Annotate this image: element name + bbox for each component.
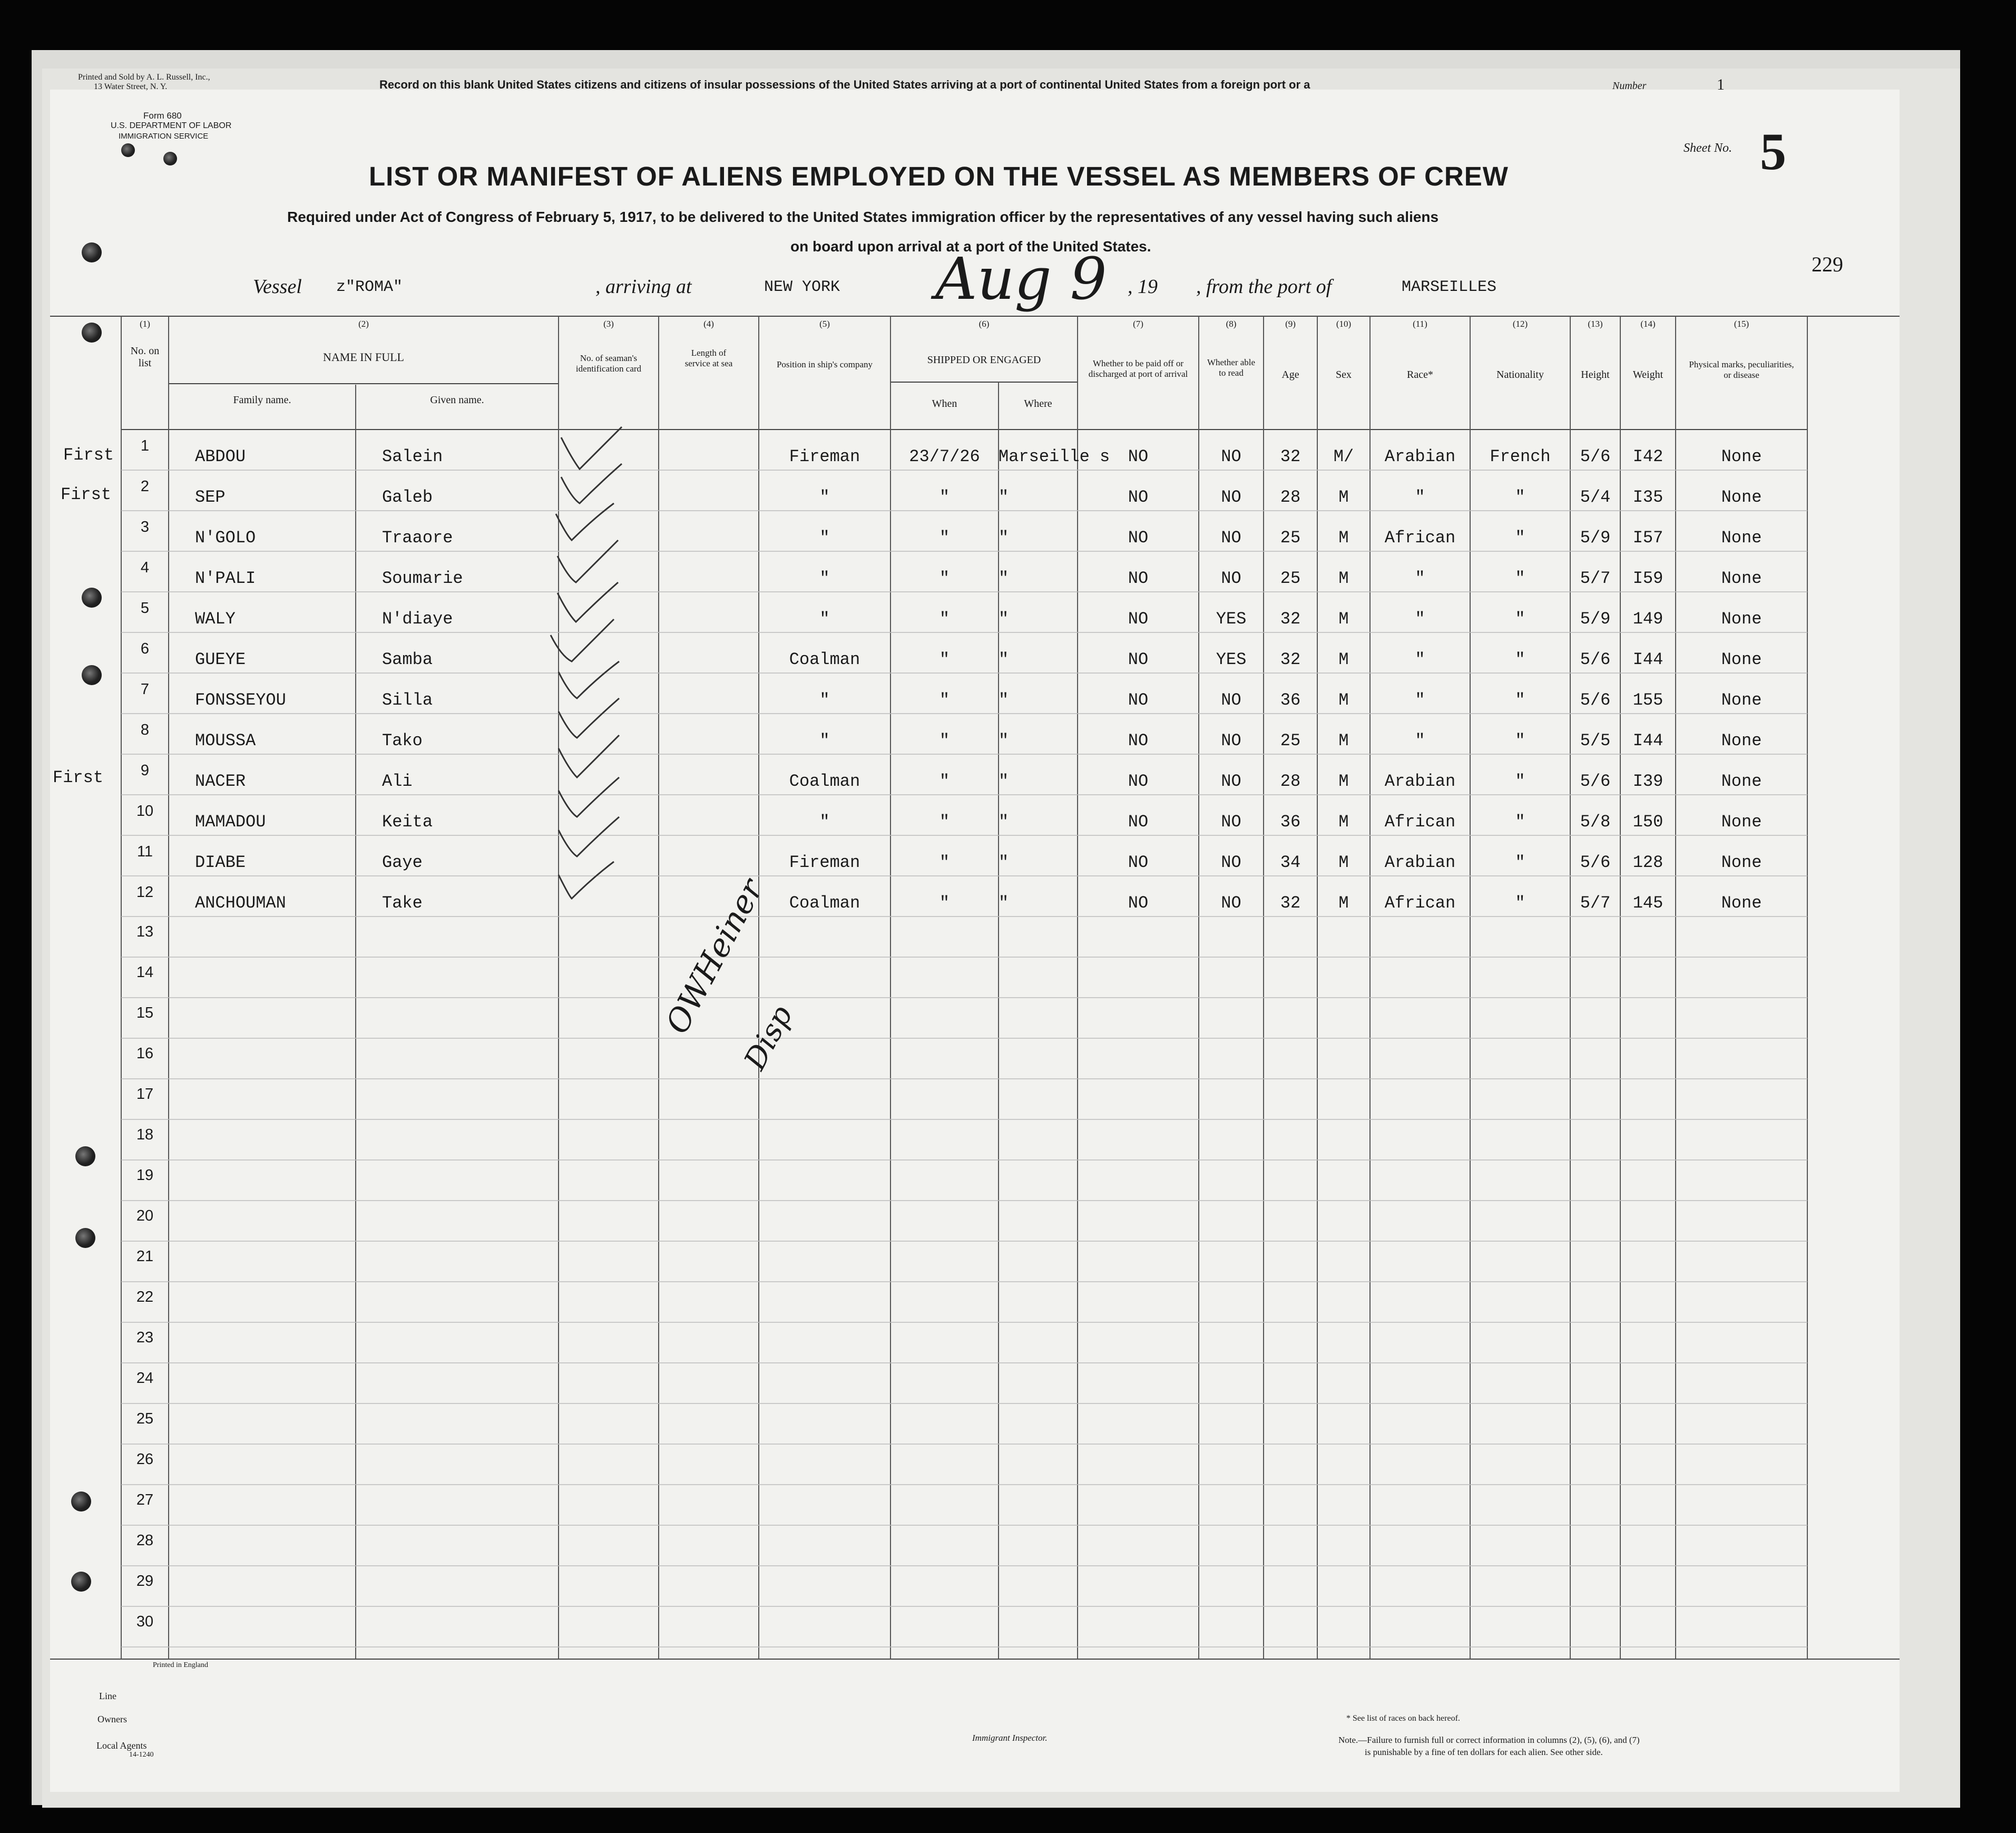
col-14-num: (14) <box>1640 319 1656 329</box>
printer-line-1: Printed and Sold by A. L. Russell, Inc., <box>78 73 210 82</box>
family-name-cell: ANCHOUMAN <box>195 893 286 913</box>
able-to-read-cell: YES <box>1216 650 1247 669</box>
height-cell: 5/7 <box>1580 893 1611 913</box>
nationality-cell: " <box>1515 528 1525 548</box>
age-cell: 36 <box>1280 690 1301 710</box>
able-to-read-cell: NO <box>1221 528 1241 548</box>
paid-off-cell: NO <box>1128 731 1149 750</box>
sheet-number: 5 <box>1760 122 1786 181</box>
row-number: 4 <box>140 559 150 576</box>
col-9-num: (9) <box>1285 319 1296 329</box>
row-number: 27 <box>136 1491 154 1508</box>
nationality-cell: French <box>1490 447 1551 466</box>
shipped-where-cell: " <box>999 893 1009 913</box>
sex-cell: M <box>1338 731 1349 750</box>
family-name-cell: GUEYE <box>195 650 246 669</box>
col-6-where-label: Where <box>1024 398 1052 409</box>
shipped-where-cell: " <box>999 731 1009 750</box>
physical-marks-cell: None <box>1721 731 1762 750</box>
position-cell: " <box>819 731 830 750</box>
physical-marks-cell: None <box>1721 853 1762 872</box>
physical-marks-cell: None <box>1721 812 1762 832</box>
col-10-num: (10) <box>1336 319 1352 329</box>
height-cell: 5/4 <box>1580 487 1611 507</box>
able-to-read-cell: NO <box>1221 772 1241 791</box>
printer-line-2: 13 Water Street, N. Y. <box>94 82 168 91</box>
row-number: 10 <box>136 803 154 820</box>
nationality-cell: " <box>1515 812 1525 832</box>
race-cell: Arabian <box>1384 772 1456 791</box>
sex-cell: M/ <box>1333 447 1354 466</box>
weight-cell: 128 <box>1632 853 1663 872</box>
paid-off-cell: NO <box>1128 893 1149 913</box>
page-stamp: 229 <box>1812 252 1843 276</box>
shipped-when-cell: " <box>939 528 950 548</box>
height-cell: 5/6 <box>1580 853 1611 872</box>
weight-cell: I44 <box>1632 731 1663 750</box>
paid-off-cell: NO <box>1128 772 1149 791</box>
height-cell: 5/8 <box>1580 812 1611 832</box>
sex-cell: M <box>1338 893 1349 913</box>
row-number: 17 <box>136 1086 154 1103</box>
given-name-cell: Salein <box>382 447 443 466</box>
arriving-label: , arriving at <box>595 276 692 298</box>
col-15-num: (15) <box>1734 319 1749 329</box>
punch-hole <box>121 143 135 157</box>
sex-cell: M <box>1338 772 1349 791</box>
handwritten-annotation-line-1: OWHeiner <box>659 873 771 1040</box>
sex-cell: M <box>1338 690 1349 710</box>
weight-cell: I42 <box>1632 447 1663 466</box>
shipped-where-cell: " <box>999 690 1009 710</box>
col-8-label: Whether able to read <box>1207 357 1256 378</box>
shipped-when-cell: 23/7/26 <box>909 447 980 466</box>
sex-cell: M <box>1338 569 1349 588</box>
footer-agents-label: Local Agents <box>96 1740 147 1751</box>
shipped-where-cell: " <box>999 609 1009 629</box>
col-13-label: Height <box>1581 369 1610 381</box>
given-name-cell: Traaore <box>382 528 453 548</box>
paid-off-cell: NO <box>1128 690 1149 710</box>
margin-note: First <box>63 445 114 465</box>
row-number: 26 <box>136 1451 154 1468</box>
paid-off-cell: NO <box>1128 487 1149 507</box>
race-cell: " <box>1415 650 1425 669</box>
shipped-where-cell: " <box>999 528 1009 548</box>
family-name-cell: FONSSEYOU <box>195 690 286 710</box>
weight-cell: I59 <box>1632 569 1663 588</box>
shipped-when-cell: " <box>939 853 950 872</box>
able-to-read-cell: YES <box>1216 609 1247 629</box>
physical-marks-cell: None <box>1721 528 1762 548</box>
shipped-when-cell: " <box>939 609 950 629</box>
shipped-when-cell: " <box>939 772 950 791</box>
able-to-read-cell: NO <box>1221 853 1241 872</box>
weight-cell: I44 <box>1632 650 1663 669</box>
age-cell: 28 <box>1280 487 1301 507</box>
position-cell: " <box>819 569 830 588</box>
year-label: , 19 <box>1128 276 1158 298</box>
height-cell: 5/6 <box>1580 690 1611 710</box>
col-7-num: (7) <box>1133 319 1143 329</box>
paid-off-cell: NO <box>1128 853 1149 872</box>
position-cell: " <box>819 487 830 507</box>
footer-owners-label: Owners <box>97 1714 127 1724</box>
row-number: 18 <box>136 1126 154 1143</box>
punch-hole <box>71 1491 91 1512</box>
col-8-num: (8) <box>1226 319 1237 329</box>
position-cell: " <box>819 609 830 629</box>
given-name-cell: Keita <box>382 812 433 832</box>
col-3-label: No. of seaman's identification card <box>575 353 642 374</box>
given-name-cell: Ali <box>382 772 413 791</box>
paid-off-cell: NO <box>1128 569 1149 588</box>
family-name-cell: N'GOLO <box>195 528 256 548</box>
nationality-cell: " <box>1515 487 1525 507</box>
weight-cell: I57 <box>1632 528 1663 548</box>
shipped-when-cell: " <box>939 812 950 832</box>
age-cell: 25 <box>1280 528 1301 548</box>
physical-marks-cell: None <box>1721 650 1762 669</box>
nationality-cell: " <box>1515 731 1525 750</box>
col-10-label: Sex <box>1336 369 1352 381</box>
form-department: U.S. DEPARTMENT OF LABOR <box>111 121 232 130</box>
punch-hole <box>75 1228 95 1248</box>
weight-cell: 149 <box>1632 609 1663 629</box>
height-cell: 5/9 <box>1580 609 1611 629</box>
sex-cell: M <box>1338 650 1349 669</box>
given-name-cell: Samba <box>382 650 433 669</box>
col-11-label: Race* <box>1407 369 1433 381</box>
punch-hole <box>82 323 102 343</box>
row-number: 15 <box>136 1005 154 1021</box>
physical-marks-cell: None <box>1721 772 1762 791</box>
col-3-num: (3) <box>603 319 614 329</box>
physical-marks-cell: None <box>1721 569 1762 588</box>
vessel-label: Vessel <box>253 276 302 298</box>
nationality-cell: " <box>1515 853 1525 872</box>
race-cell: " <box>1415 609 1425 629</box>
race-cell: " <box>1415 487 1425 507</box>
shipped-when-cell: " <box>939 690 950 710</box>
given-name-cell: Galeb <box>382 487 433 507</box>
col-2-family-label: Family name. <box>233 394 291 406</box>
printed-in-note: Printed in England <box>153 1661 208 1669</box>
form-number: Form 680 <box>143 111 182 121</box>
family-name-cell: MAMADOU <box>195 812 266 832</box>
physical-marks-cell: None <box>1721 690 1762 710</box>
shipped-when-cell: " <box>939 487 950 507</box>
col-12-num: (12) <box>1512 319 1528 329</box>
handwritten-annotation-line-2: Disp <box>738 1000 800 1076</box>
id-card-checkmarks <box>551 427 622 899</box>
penalty-note-line-2: is punishable by a fine of ten dollars for each alien. See other side. <box>1365 1747 1603 1757</box>
row-number: 23 <box>136 1329 154 1346</box>
height-cell: 5/5 <box>1580 731 1611 750</box>
row-number: 7 <box>140 681 150 698</box>
col-1-label: No. on list <box>130 345 160 369</box>
col-9-label: Age <box>1281 369 1299 381</box>
number-value: 1 <box>1717 76 1725 93</box>
age-cell: 25 <box>1280 731 1301 750</box>
arrival-date: Aug 9 <box>935 245 1107 313</box>
paid-off-cell: NO <box>1128 528 1149 548</box>
position-cell: " <box>819 690 830 710</box>
shipped-where-cell: " <box>999 569 1009 588</box>
position-cell: Coalman <box>789 893 860 913</box>
shipped-when-cell: " <box>939 731 950 750</box>
sex-cell: M <box>1338 812 1349 832</box>
row-number: 22 <box>136 1289 154 1305</box>
family-name-cell: NACER <box>195 772 246 791</box>
col-14-label: Weight <box>1632 369 1663 381</box>
arrival-port: NEW YORK <box>764 278 840 296</box>
given-name-cell: Gaye <box>382 853 423 872</box>
given-name-cell: N'diaye <box>382 609 453 629</box>
weight-cell: 155 <box>1632 690 1663 710</box>
family-name-cell: SEP <box>195 487 226 507</box>
nationality-cell: " <box>1515 893 1525 913</box>
nationality-cell: " <box>1515 569 1525 588</box>
family-name-cell: DIABE <box>195 853 246 872</box>
row-number: 16 <box>136 1045 154 1062</box>
physical-marks-cell: None <box>1721 447 1762 466</box>
race-cell: Arabian <box>1384 853 1456 872</box>
age-cell: 25 <box>1280 569 1301 588</box>
subtitle-line-2: on board upon arrival at a port of the United States. <box>790 238 1151 255</box>
race-cell: Arabian <box>1384 447 1456 466</box>
col-4-num: (4) <box>703 319 714 329</box>
family-name-cell: ABDOU <box>195 447 246 466</box>
vessel-name: z"ROMA" <box>336 278 403 296</box>
position-cell: Fireman <box>789 853 860 872</box>
sheet-label: Sheet No. <box>1684 141 1732 155</box>
row-number: 6 <box>140 640 150 657</box>
position-cell: Coalman <box>789 772 860 791</box>
row-number: 14 <box>136 964 154 981</box>
col-2-num: (2) <box>358 319 369 329</box>
shipped-when-cell: " <box>939 650 950 669</box>
row-number: 28 <box>136 1532 154 1549</box>
punch-hole <box>82 665 102 685</box>
shipped-where-cell: " <box>999 812 1009 832</box>
col-4-label: Length of service at sea <box>684 348 733 368</box>
shipped-where-cell: " <box>999 650 1009 669</box>
sex-cell: M <box>1338 853 1349 872</box>
col-6-num: (6) <box>978 319 990 329</box>
row-number: 29 <box>136 1573 154 1590</box>
row-number: 13 <box>136 923 154 940</box>
race-cell: " <box>1415 731 1425 750</box>
position-cell: Fireman <box>789 447 860 466</box>
able-to-read-cell: NO <box>1221 569 1241 588</box>
col-6-when-label: When <box>932 398 957 409</box>
weight-cell: 150 <box>1632 812 1663 832</box>
physical-marks-cell: None <box>1721 609 1762 629</box>
col-5-num: (5) <box>819 319 830 329</box>
col-13-num: (13) <box>1588 319 1603 329</box>
shipped-when-cell: " <box>939 893 950 913</box>
sex-cell: M <box>1338 528 1349 548</box>
family-name-cell: WALY <box>195 609 236 629</box>
col-7-label: Whether to be paid off or discharged at port of arrival <box>1088 358 1188 379</box>
paid-off-cell: NO <box>1128 650 1149 669</box>
form-service: IMMIGRATION SERVICE <box>119 132 209 141</box>
race-cell: African <box>1384 893 1456 913</box>
given-name-cell: Tako <box>382 731 423 750</box>
able-to-read-cell: NO <box>1221 812 1241 832</box>
shipped-where-cell: Marseille s <box>999 447 1110 466</box>
col-2-given-label: Given name. <box>430 394 484 406</box>
shipped-where-cell: " <box>999 487 1009 507</box>
col-2-label: NAME IN FULL <box>323 350 404 364</box>
row-number: 19 <box>136 1167 154 1184</box>
race-cell: African <box>1384 812 1456 832</box>
position-cell: " <box>819 528 830 548</box>
able-to-read-cell: NO <box>1221 731 1241 750</box>
punch-hole <box>75 1146 95 1166</box>
shipped-where-cell: " <box>999 772 1009 791</box>
height-cell: 5/6 <box>1580 447 1611 466</box>
position-cell: " <box>819 812 830 832</box>
given-name-cell: Take <box>382 893 423 913</box>
family-name-cell: MOUSSA <box>195 731 256 750</box>
row-number: 11 <box>136 843 153 860</box>
inspector-label: Immigrant Inspector. <box>972 1733 1048 1743</box>
penalty-note-line-1: Note.—Failure to furnish full or correct information in columns (2), (5), (6), and (7) <box>1338 1735 1640 1745</box>
nationality-cell: " <box>1515 690 1525 710</box>
row-number: 1 <box>140 437 150 454</box>
given-name-cell: Soumarie <box>382 569 463 588</box>
col-11-num: (11) <box>1413 319 1427 329</box>
departure-port: MARSEILLES <box>1402 278 1497 296</box>
row-number: 30 <box>136 1613 154 1630</box>
row-number: 12 <box>136 884 154 901</box>
margin-note: First <box>53 768 104 787</box>
margin-note: First <box>61 485 112 504</box>
row-number: 2 <box>140 478 150 495</box>
record-note: Record on this blank United States citizens and citizens of insular possessions of the United States arriving at a port of continental United States from a foreign port or a <box>379 78 1310 91</box>
races-note: * See list of races on back hereof. <box>1346 1714 1460 1723</box>
punch-hole <box>82 242 102 262</box>
height-cell: 5/6 <box>1580 650 1611 669</box>
age-cell: 32 <box>1280 893 1301 913</box>
able-to-read-cell: NO <box>1221 447 1241 466</box>
from-port-label: , from the port of <box>1196 276 1332 298</box>
page-title: LIST OR MANIFEST OF ALIENS EMPLOYED ON THE VESSEL AS MEMBERS OF CREW <box>369 161 1509 191</box>
footer-agents-code: 14-1240 <box>129 1751 154 1759</box>
nationality-cell: " <box>1515 772 1525 791</box>
subtitle-line-1: Required under Act of Congress of February 5, 1917, to be delivered to the United States immigration officer by the representatives of any vessel having such aliens <box>287 209 1439 225</box>
weight-cell: 145 <box>1632 893 1663 913</box>
shipped-when-cell: " <box>939 569 950 588</box>
physical-marks-cell: None <box>1721 487 1762 507</box>
weight-cell: I35 <box>1632 487 1663 507</box>
height-cell: 5/6 <box>1580 772 1611 791</box>
paid-off-cell: NO <box>1128 609 1149 629</box>
age-cell: 36 <box>1280 812 1301 832</box>
able-to-read-cell: NO <box>1221 893 1241 913</box>
punch-hole <box>82 588 102 608</box>
able-to-read-cell: NO <box>1221 487 1241 507</box>
col-5-label: Position in ship's company <box>776 359 873 369</box>
position-cell: Coalman <box>789 650 860 669</box>
paid-off-cell: NO <box>1128 447 1149 466</box>
col-1-num: (1) <box>140 319 150 329</box>
punch-hole <box>163 152 177 165</box>
age-cell: 32 <box>1280 650 1301 669</box>
row-number: 20 <box>136 1207 154 1224</box>
race-cell: African <box>1384 528 1456 548</box>
sex-cell: M <box>1338 609 1349 629</box>
age-cell: 32 <box>1280 447 1301 466</box>
physical-marks-cell: None <box>1721 893 1762 913</box>
age-cell: 34 <box>1280 853 1301 872</box>
race-cell: " <box>1415 569 1425 588</box>
row-number: 25 <box>136 1410 154 1427</box>
row-number: 3 <box>140 519 150 535</box>
able-to-read-cell: NO <box>1221 690 1241 710</box>
age-cell: 32 <box>1280 609 1301 629</box>
nationality-cell: " <box>1515 609 1525 629</box>
given-name-cell: Silla <box>382 690 433 710</box>
nationality-cell: " <box>1515 650 1525 669</box>
col-6-label: SHIPPED OR ENGAGED <box>927 354 1041 366</box>
footer-line-label: Line <box>99 1691 116 1701</box>
col-12-label: Nationality <box>1496 369 1544 381</box>
number-label: Number <box>1612 80 1647 92</box>
row-number: 8 <box>140 721 150 738</box>
row-number: 9 <box>140 762 150 779</box>
sex-cell: M <box>1338 487 1349 507</box>
row-number: 5 <box>140 600 150 617</box>
shipped-where-cell: " <box>999 853 1009 872</box>
weight-cell: I39 <box>1632 772 1663 791</box>
paid-off-cell: NO <box>1128 812 1149 832</box>
family-name-cell: N'PALI <box>195 569 256 588</box>
race-cell: " <box>1415 690 1425 710</box>
row-number: 21 <box>136 1248 154 1265</box>
col-15-label: Physical marks, peculiarities, or disease <box>1689 359 1794 380</box>
punch-hole <box>71 1572 91 1592</box>
height-cell: 5/9 <box>1580 528 1611 548</box>
row-number: 24 <box>136 1370 154 1387</box>
age-cell: 28 <box>1280 772 1301 791</box>
height-cell: 5/7 <box>1580 569 1611 588</box>
